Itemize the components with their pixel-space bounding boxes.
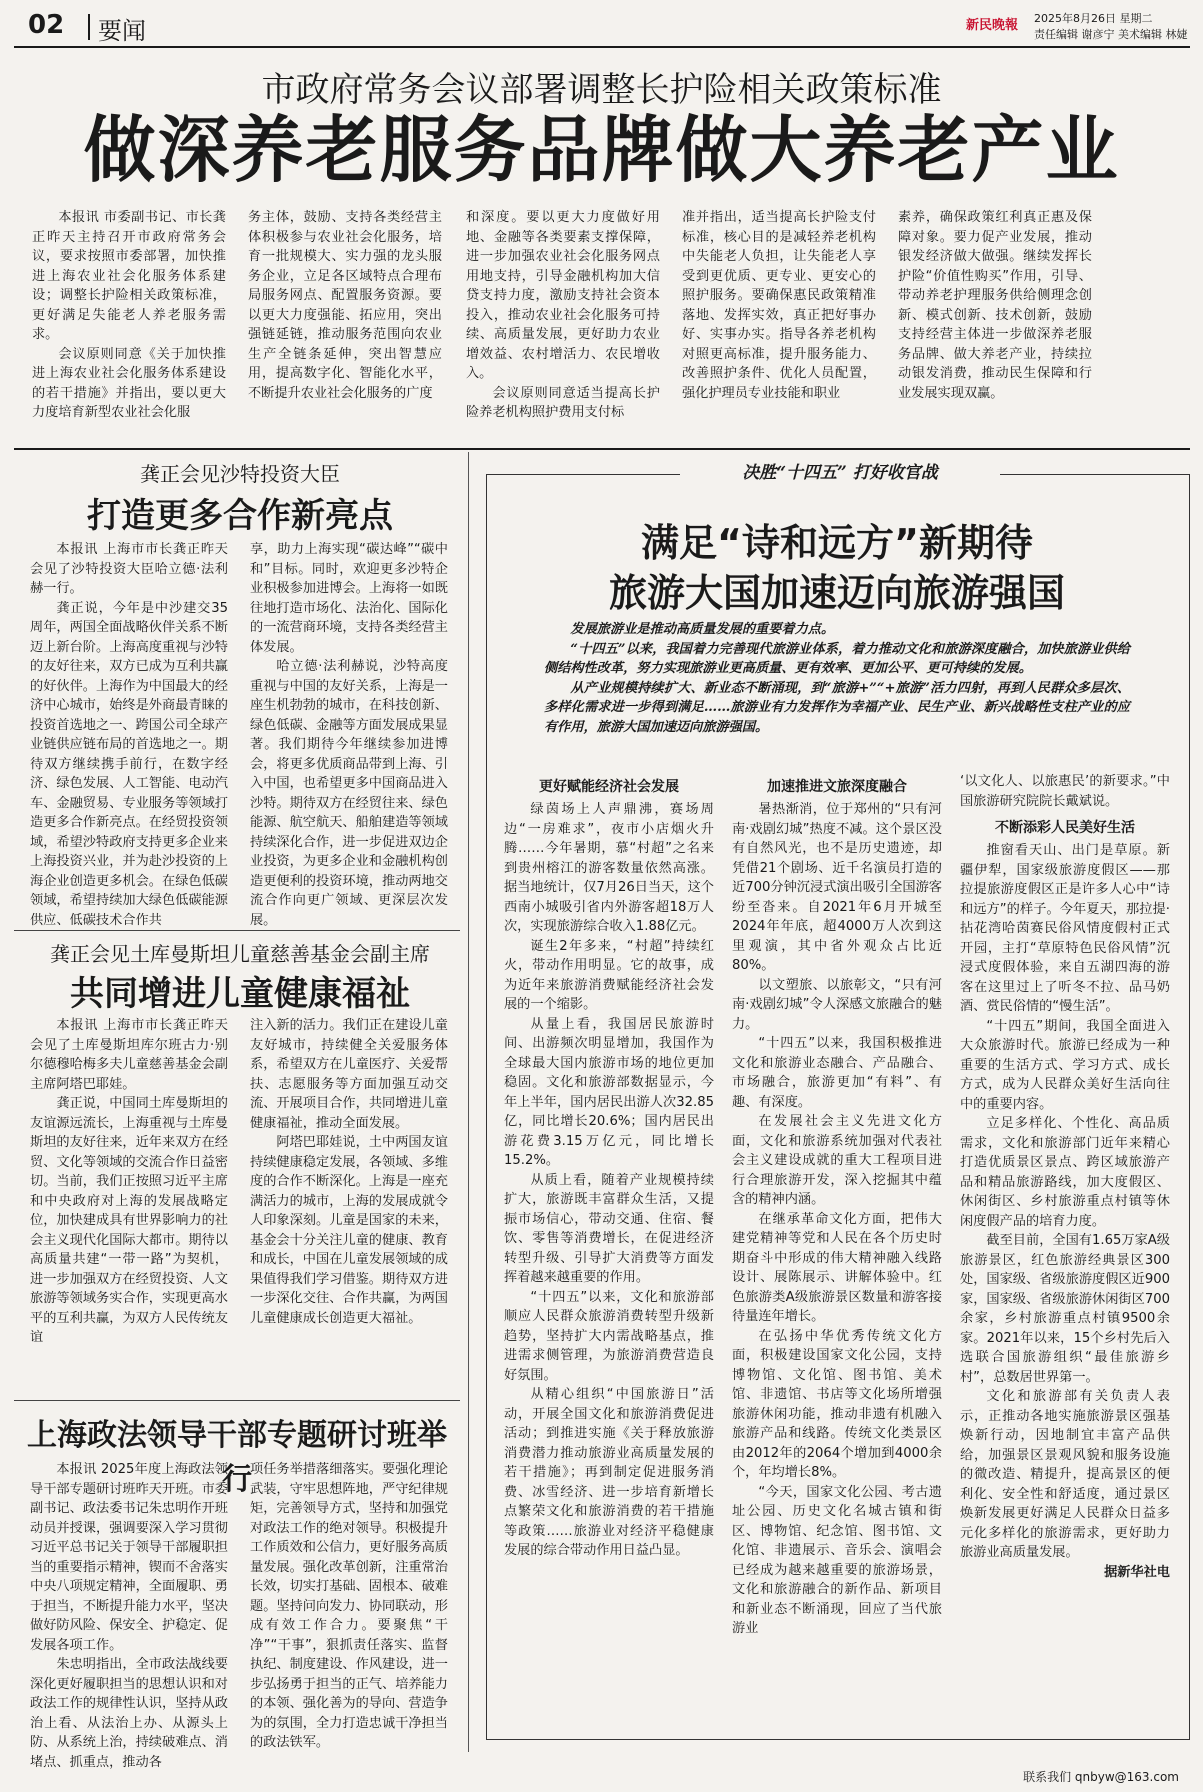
issue-date: 2025年8月26日 星期二 [1034, 12, 1153, 25]
top-story-para: 会议原则同意适当提高长护险养老机构照护费用支付标 [466, 385, 660, 420]
top-story-col-1 [32, 208, 226, 423]
law-para: 朱忠明指出，全市政法战线要深化更好履职担当的思想认识和对政法工作的规律性认识，坚持从政治上看、从法治上办、从源头上防、从系统上治，持续破难点、消堵点、抓重点，推动各 [30, 1657, 228, 1770]
tourism-para: 从量上看，我国居民旅游时间、出游频次明显增加，我国作为全球最大国内旅游市场的地位更加稳固。文化和旅游部数据显示，今年上半年，国内居民出游人次32.85亿，同比增长20.6%；国内居民出游花费3.15万亿元，同比增长15.2%。 [504, 1016, 714, 1168]
tourism-para: “十四五”期间，我国全面进入大众旅游时代。旅游已经成为一种重要的生活方式、学习方式、成长方式，成为人民群众美好生活向往中的重要内容。 [960, 1018, 1170, 1112]
tourism-para: 从精心组织“中国旅游日”活动，开展全国文化和旅游消费促进活动；到推进实施《关于释放旅游消费潜力推动旅游业高质量发展的若干措施》；再到制定促进服务消费、冰雪经济、进一步培育新增长点繁荣文化和旅游消费的若干措施等政策……旅游业对经济平稳健康发展的综合带动作用日益凸显。 [504, 1387, 714, 1558]
section-name: 要闻 [98, 17, 146, 45]
tourism-para: “今天，国家文化公园、考古遗址公园、历史文化名城古镇和街区、博物馆、纪念馆、图书馆、文化馆、非遗展示、音乐会、演唱会已经成为越来越重要的旅游场景，文化和旅游融合的新作品、新项目和新业态不断涌现，回应了当代旅游业 [732, 1484, 942, 1636]
masthead-logo: 新民晚報 [966, 18, 1019, 33]
header-rule [14, 46, 1190, 48]
column-divider [468, 452, 469, 1752]
law-story-headline: 上海政法领导干部专题研讨班举行 [27, 1418, 447, 1497]
top-story-para: 和深度。要以更大力度做好用地、金融等各类要素支撑保障，进一步加强农业社会化服务网点用地支持，引导金融机构加大信贷支持力度，激励支持社会资本投入，推动农业社会化服务可持续、高质量发展，更好助力农业增效益、农村增活力、农民增收入。 [466, 210, 660, 381]
law-story-col-2 [250, 1460, 448, 1753]
turkmen-story-kicker: 龚正会见土库曼斯坦儿童慈善基金会副主席 [50, 942, 430, 966]
saudi-story-col-2 [250, 540, 448, 930]
saudi-para: 本报讯 上海市市长龚正昨天会见了沙特投资大臣哈立德·法利赫一行。 [30, 542, 228, 596]
turkmen-para: 本报讯 上海市市长龚正昨天会见了土库曼斯坦库尔班古力·别尔德穆哈梅多夫儿童慈善基金会副主席阿塔巴耶娃。 [30, 1018, 228, 1092]
law-story-col-1 [30, 1460, 228, 1772]
header-divider [88, 14, 90, 40]
tourism-credit: 据新华社电 [1104, 1564, 1170, 1580]
editors-line: 责任编辑 谢彦宁 美术编辑 林婕 [1034, 28, 1188, 41]
law-para: 本报讯 2025年度上海政法领导干部专题研讨班昨天开班。市委副书记、政法委书记朱忠明作开班动员并授课，强调要深入学习贯彻习近平总书记关于领导干部履职担当的重要指示精神，锲而不舍落实中央八项规定精神，全面履职、勇于担当，不断提升能力水平，坚决做好防风险、保安全、护稳定、促发展各项工作。 [30, 1462, 228, 1653]
saudi-para: 享，助力上海实现“碳达峰”“碳中和”目标。同时，欢迎更多沙特企业积极参加进博会。上海将一如既往地打造市场化、法治化、国际化的一流营商环境，支持各类经营主体发展。 [250, 542, 448, 655]
tourism-col-3-subhead: 不断添彩人民美好生活 [995, 820, 1135, 836]
tourism-para: 在弘扬中华优秀传统文化方面，积极建设国家文化公园，支持博物馆、文化馆、图书馆、美术馆、非遗馆、书店等文化场所增强旅游休闲功能，推动非遗有机融入旅游产品和线路。传统文化类景区由2012年的2064个增加到4000余个，年均增长8%。 [732, 1328, 942, 1480]
tourism-banner [680, 458, 1000, 488]
top-story-col-5 [898, 208, 1092, 403]
top-story-col-4 [682, 208, 876, 403]
saudi-story-col-1 [30, 540, 228, 930]
page-header [14, 6, 1190, 46]
tourism-para: 暑热渐消，位于郑州的“只有河南·戏剧幻城”热度不减。这个景区没有自然风光，也不是历史遗迹，却凭借21个剧场、近千名演员打造的近700分钟沉浸式演出吸引全国游客纷至沓来。自2021年6月开城至2024年年底，超4000万人次到这里观演，其中省外观众占比近80%。 [732, 802, 942, 973]
tourism-para: “十四五”以来，文化和旅游部顺应人民群众旅游消费转型升级新趋势，坚持扩大内需战略基点，推进需求侧管理，为旅游消费营造良好氛围。 [504, 1289, 714, 1383]
law-para: 项任务举措落细落实。要强化理论武装，守牢思想阵地，严守纪律规矩，完善领导方式，坚持和加强党对政法工作的绝对领导。积极提升工作质效和公信力，更好服务高质量发展。强化改革创新，注重常治长效，切实打基础、固根本、破难题。坚持问向发力、协同联动，形成有效工作合力。要聚焦“干净”“干事”，狠抓责任落实、监督执纪、制度建设、作风建设，进一步弘扬勇于担当的正气、培养能力的本领、强化善为的导向、营造争为的氛围，全力打造忠诚干净担当的政法铁军。 [250, 1462, 448, 1750]
tourism-col-2-subhead: 加速推进文旅深度融合 [767, 779, 907, 795]
top-story-para: 本报讯 市委副书记、市长龚正昨天主持召开市政府常务会议，要求按照市委部署，加快推进上海农业社会化服务体系建设；调整长护险相关政策标准，更好满足失能老人养老服务需求。 [32, 210, 226, 342]
page-number: 02 [28, 10, 65, 40]
top-story-rule [14, 448, 1190, 450]
turkmen-story-rule [14, 1400, 460, 1401]
saudi-story-kicker: 龚正会见沙特投资大臣 [140, 462, 340, 486]
saudi-story-rule [14, 930, 460, 931]
tourism-para: 推窗看天山、出门是草原。新疆伊犁，国家级旅游度假区——那拉提旅游度假区正是许多人心中“诗和远方”的样子。今年夏天，那拉提·拈花湾哈茵赛民俗风情度假村正式开园，主打“草原特色民俗风情”沉浸式度假体验，来自五湖四海的游客在这里过上了听冬不拉、品马奶酒、赏民俗情的“慢生活”。 [960, 843, 1170, 1014]
turkmen-para: 阿塔巴耶娃说，土中两国友谊持续健康稳定发展，各领域、多维度的合作不断深化。上海是一座充满活力的城市，上海的发展成就令人印象深刻。儿童是国家的未来，基金会十分关注儿童的健康、教育和成长，中国在儿童发展领域的成果值得我们学习借鉴。期待双方进一步深化交往、合作共赢，为两国儿童健康成长创造更大福祉。 [250, 1135, 448, 1326]
tourism-intro-para: 从产业规模持续扩大、新业态不断涌现，到“旅游+”“+旅游”活力四射，再到人民群众多层次、多样化需求进一步得到满足……旅游业有力发挥作为幸福产业、民生产业、新兴战略性支柱产业的应有作用，旅游大国加速迈向旅游强国。 [544, 680, 1130, 735]
tourism-col-2 [732, 770, 942, 1639]
top-story-para: 会议原则同意《关于加快推进上海农业社会化服务体系建设的若干措施》并指出，要以更大力度培育新型农业社会化服 [32, 346, 226, 420]
tourism-headline-2: 旅游大国加速迈向旅游强国 [608, 571, 1065, 615]
footer-contact[interactable]: 联系我们 qnbyw@163.com [1023, 1770, 1179, 1784]
tourism-para: 从质上看，随着产业规模持续扩大，旅游既丰富群众生活，又提振市场信心，带动交通、住宿、餐饮、零售等消费增长，在促进经济转型升级、引导扩大消费等方面发挥着越来越重要的作用。 [504, 1172, 714, 1285]
saudi-story-headline: 打造更多合作新亮点 [87, 496, 393, 536]
tourism-para: ‘以文化人、以旅惠民’的新要求。”中国旅游研究院院长戴斌说。 [960, 774, 1170, 809]
top-story-para: 务主体，鼓励、支持各类经营主体积极参与农业社会化服务，培育一批规模大、实力强的龙头服务企业，立足各区域特点合理布局服务网点、配置服务资源。要以更大力度强能、拓应用，突出强链延链，推动服务范围向农业生产全链条延伸，突出智慧应用，提高数字化、智能化水平，不断提升农业社会化服务的广度 [248, 210, 442, 401]
saudi-para: 龚正说，今年是中沙建交35周年，两国全面战略伙伴关系不断迈上新台阶。上海高度重视与沙特的友好往来，双方已成为互利共赢的好伙伴。上海作为中国最大的经济中心城市，始终是外商最青睐的投资首选地之一、跨国公司全球产业链供应链布局的首选地之一。期待双方继续携手前行，在数字经济、绿色发展、人工智能、电动汽车、金融贸易、专业服务等领域打造更多合作新亮点。在经贸投资领域，希望沙特政府支持更多企业来上海投资兴业，并为赴沙投资的上海企业创造更多机会。在绿色低碳领域，希望持续加大绿色低碳能源供应、低碳技术合作共 [30, 600, 228, 928]
tourism-para: 诞生2年多来，“村超”持续红火，带动作用明显。它的故事，成为近年来旅游消费赋能经济社会发展的一个缩影。 [504, 938, 714, 1012]
tourism-para: 文化和旅游部有关负责人表示，正推动各地实施旅游景区强基焕新行动，因地制宜丰富产品供给，加强景区景观风貌和服务设施的微改造、精提升，提高景区的便利化、安全性和舒适度，通过景区焕新发展更好满足人民群众日益多元化多样化的旅游需求，更好助力旅游业高质量发展。 [960, 1389, 1170, 1560]
top-story-col-2 [248, 208, 442, 403]
saudi-para: 哈立德·法利赫说，沙特高度重视与中国的友好关系，上海是一座生机勃勃的城市，在科技创新、绿色低碳、金融等方面发展成果显著。我们期待今年继续参加进博会，将更多优质商品带到上海、引入中国，也希望更多中国商品进入沙特。期待双方在经贸往来、绿色能源、航空航天、船舶建造等领域持续深化合作，进一步促进双边企业投资，为更多企业和金融机构创造更便利的投资环境，推动两地交流合作向更广领域、更深层次发展。 [250, 659, 448, 928]
tourism-intro [544, 620, 1130, 737]
tourism-para: 绿茵场上人声鼎沸，赛场周边“一房难求”，夜市小店烟火升腾……今年暑期，慕“村超”之名来到贵州榕江的游客数量依然高涨。据当地统计，仅7月26日当天，这个西南小城吸引省内外游客超18万人次，实现旅游综合收入1.88亿元。 [504, 802, 714, 934]
turkmen-story-col-1 [30, 1016, 228, 1348]
tourism-intro-para: 发展旅游业是推动高质量发展的重要着力点。 [570, 622, 835, 637]
tourism-para: 截至目前，全国有1.65万家A级旅游景区，红色旅游经典景区300处，国家级、省级旅游度假区近900家，国家级、省级旅游休闲街区700余家，乡村旅游重点村镇9500余家。2021年以来，15个乡村先后入选联合国旅游组织“最佳旅游乡村”，总数居世界第一。 [960, 1233, 1170, 1385]
tourism-col-1-subhead: 更好赋能经济社会发展 [539, 779, 679, 795]
tourism-para: 在发展社会主义先进文化方面，文化和旅游系统加强对代表社会主义建设成就的重大工程项目进行合理旅游开发，深入挖掘其中蕴含的精神内涵。 [732, 1114, 942, 1207]
tourism-para: 在继承革命文化方面，把伟大建党精神等党和人民在各个历史时期奋斗中形成的伟大精神融入线路设计、展陈展示、讲解体验中。红色旅游类A级旅游景区数量和游客接待量连年增长。 [732, 1211, 942, 1324]
turkmen-story-col-2 [250, 1016, 448, 1328]
tourism-para: 立足多样化、个性化、高品质需求，文化和旅游部门近年来精心打造优质景区景点、跨区域旅游产品和精品旅游路线，加大度假区、休闲街区、乡村旅游重点村镇等休闲度假产品的培育力度。 [960, 1116, 1170, 1229]
top-story-headline: 做深养老服务品牌做大养老产业 [83, 108, 1120, 192]
turkmen-para: 注入新的活力。我们正在建设儿童友好城市，持续健全关爱服务体系，希望双方在儿童医疗、关爱帮扶、志愿服务等方面加强互动交流、开展项目合作，共同增进儿童健康福祉，推动全面发展。 [250, 1018, 448, 1131]
tourism-para: 以文塑旅、以旅彰文，“只有河南·戏剧幻城”令人深感文旅融合的魅力。 [732, 977, 942, 1032]
tourism-banner-text: 决胜“十四五” 打好收官战 [742, 463, 938, 483]
turkmen-story-headline: 共同增进儿童健康福祉 [70, 974, 410, 1014]
tourism-headline-1: 满足“诗和远方”新期待 [641, 521, 1033, 565]
top-story-para: 准并指出，适当提高长护险支付标准，核心目的是减轻养老机构中失能老人负担，让失能老人享受到更优质、更专业、更安心的照护服务。要确保惠民政策精准落地、发挥实效，真正把好事办好、实事办实。指导各养老机构对照更高标准，提升服务能力、改善照护条件、优化人员配置，强化护理员专业技能和职业 [682, 210, 876, 401]
top-story-para: 素养，确保政策红利真正惠及保障对象。要力促产业发展，推动银发经济做大做强。继续发挥长护险“价值性购买”作用，引导、带动养老护理服务供给侧理念创新、模式创新、技术创新，鼓励支持经营主体进一步做深养老服务品牌、做大养老产业，持续拉动银发消费，推动民生保障和行业发展实现双赢。 [898, 210, 1092, 401]
tourism-intro-para: “十四五”以来，我国着力完善现代旅游业体系，着力推动文化和旅游深度融合，加快旅游业供给侧结构性改革，努力实现旅游业更高质量、更有效率、更加公平、更可持续的发展。 [544, 641, 1130, 676]
tourism-para: “十四五”以来，我国积极推进文化和旅游业态融合、产品融合、市场融合，旅游更加“有料”、有趣、有深度。 [732, 1036, 942, 1110]
top-story-kicker: 市政府常务会议部署调整长护险相关政策标准 [261, 70, 942, 110]
top-story-col-3 [466, 208, 660, 423]
tourism-col-1 [504, 770, 714, 1561]
tourism-col-3 [960, 772, 1170, 1582]
turkmen-para: 龚正说，中国同土库曼斯坦的友谊源远流长，上海重视与土库曼斯坦的友好往来，近年来双方在经贸、文化等领域的交流合作日益密切。当前，我们正按照习近平主席和中央政府对上海的发展战略定位，加快建成具有世界影响力的社会主义现代化国际大都市。期待以高质量共建“一带一路”为契机，进一步加强双方在经贸投资、人文旅游等领域务实合作，实现更高水平的互利共赢，为双方人民传统友谊 [30, 1096, 228, 1345]
